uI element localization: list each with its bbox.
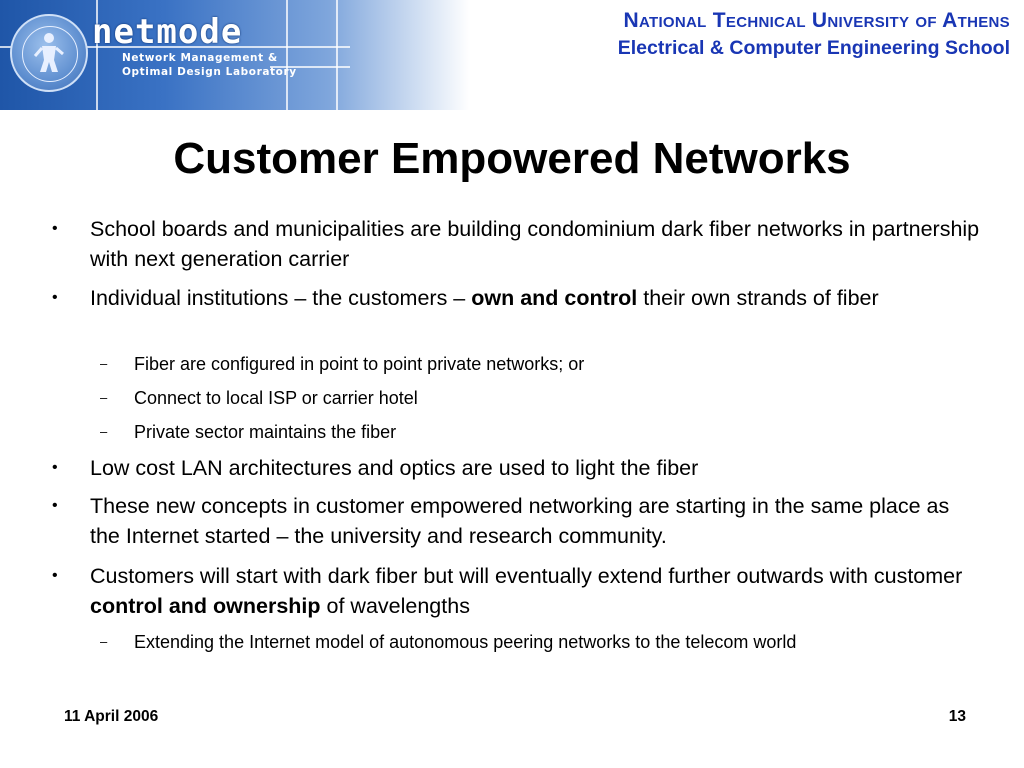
bullet-text: School boards and municipalities are building condominium dark fiber networks in partnership with next generation carrier xyxy=(90,217,980,271)
bullet-item xyxy=(52,561,980,621)
footer-date: 11 April 2006 xyxy=(64,708,159,725)
bullet-text: Customers will start with dark fiber but will eventually extend further outwards with customer xyxy=(90,564,963,588)
bullet-text: their own strands of fiber xyxy=(637,286,879,310)
university-name: National Technical University of Athens xyxy=(623,9,1010,32)
sub-bullet-item xyxy=(100,351,934,377)
bullet-dot-icon: • xyxy=(52,567,58,584)
bullet-text: These new concepts in customer empowered networking are starting in the same place as the Internet started – the university and research community. xyxy=(90,494,950,548)
dash-icon: – xyxy=(100,390,108,405)
bullet-item xyxy=(52,453,980,483)
bullet-item xyxy=(52,214,980,274)
bullet-dot-icon: • xyxy=(52,497,58,514)
lab-name-line1: Network Management & xyxy=(122,52,278,64)
bullet-text: Low cost LAN architectures and optics are used to light the fiber xyxy=(90,456,699,480)
sub-bullet-text: Fiber are configured in point to point private networks; or xyxy=(134,354,585,374)
banner-grid-line xyxy=(286,0,288,110)
dash-icon: – xyxy=(100,424,108,439)
dash-icon: – xyxy=(100,356,108,371)
sub-bullet-text: Extending the Internet model of autonomous peering networks to the telecom world xyxy=(134,632,797,652)
sub-bullet-item xyxy=(100,419,934,445)
bullet-text: Individual institutions – the customers – xyxy=(90,286,472,310)
university-heading xyxy=(618,6,1010,60)
slide-title: Customer Empowered Networks xyxy=(173,134,851,183)
dash-icon: – xyxy=(100,634,108,649)
bullet-dot-icon: • xyxy=(52,289,58,306)
sub-bullet-item xyxy=(100,629,934,655)
bullet-text: of wavelengths xyxy=(320,594,470,618)
bullet-dot-icon: • xyxy=(52,220,58,237)
sub-bullet-item xyxy=(100,385,934,411)
bullet-emphasis: control and ownership xyxy=(90,594,321,618)
bullet-dot-icon: • xyxy=(52,459,58,476)
bullet-item xyxy=(52,283,980,313)
netmode-logo-text: netmode xyxy=(92,12,243,52)
bullet-emphasis: own and control xyxy=(471,286,638,310)
banner-grid-line xyxy=(336,0,338,110)
school-name: Electrical & Computer Engineering School xyxy=(617,37,1010,59)
sub-bullet-text: Connect to local ISP or carrier hotel xyxy=(134,388,418,408)
university-seal-logo xyxy=(10,14,88,92)
lab-name-line2: Optimal Design Laboratory xyxy=(122,66,297,78)
sub-bullet-text: Private sector maintains the fiber xyxy=(134,422,397,442)
header-banner xyxy=(0,0,470,110)
page-number: 13 xyxy=(948,708,966,725)
bullet-item xyxy=(52,491,980,551)
